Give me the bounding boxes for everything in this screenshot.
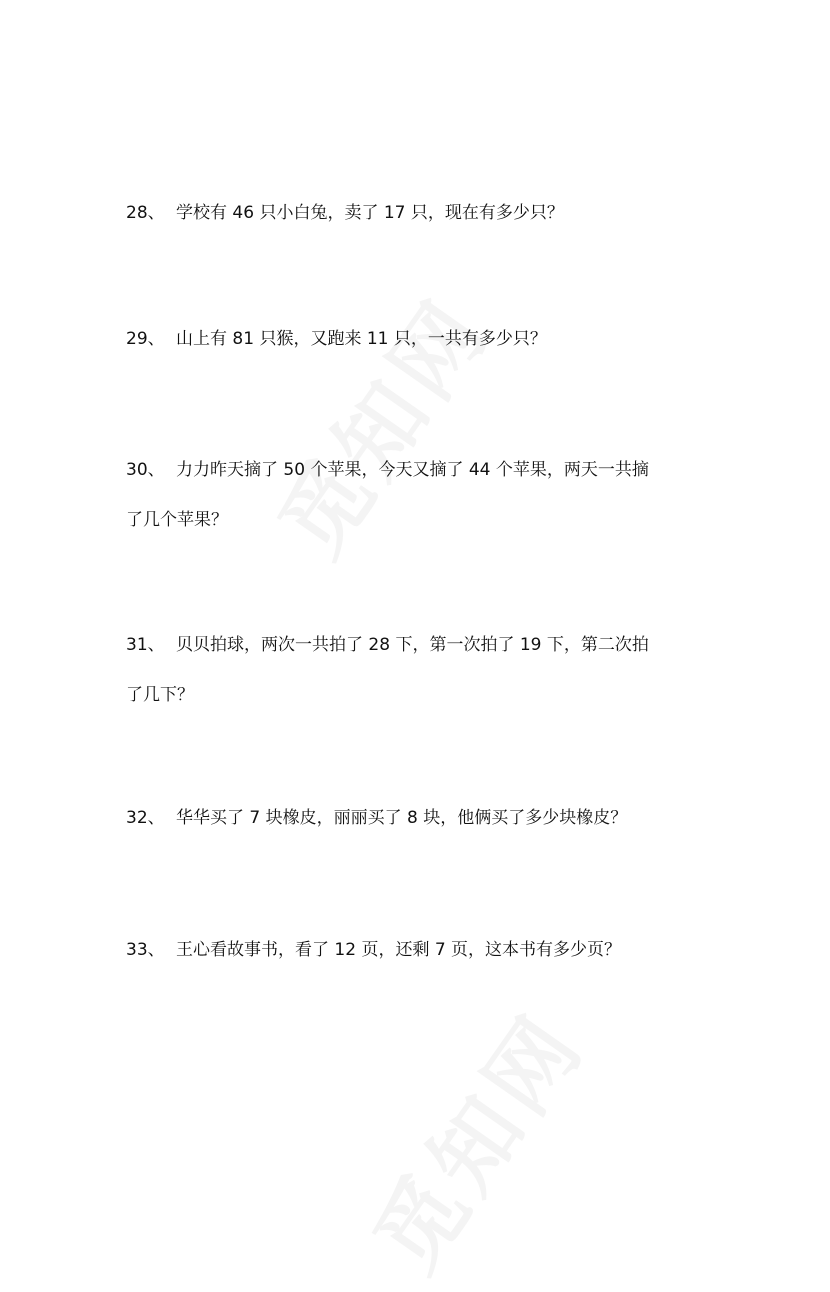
question-text: 王心看故事书，看了 12 页，还剩 7 页，这本书有多少页？ <box>176 940 622 960</box>
question-number: 29、 <box>126 329 165 349</box>
question-text: 山上有 81 只猴，又跑来 11 只，一共有多少只？ <box>176 329 547 349</box>
question-31 <box>126 620 726 720</box>
question-32 <box>126 793 726 843</box>
question-30 <box>126 445 726 545</box>
question-text: 学校有 46 只小白兔，卖了 17 只，现在有多少只？ <box>176 203 564 223</box>
question-text: 力力昨天摘了 50 个苹果，今天又摘了 44 个苹果，两天一共摘 <box>176 460 649 480</box>
question-33 <box>126 925 726 975</box>
question-number: 32、 <box>126 808 165 828</box>
question-number: 28、 <box>126 203 165 223</box>
question-text-continued: 了几下？ <box>126 685 194 705</box>
question-text-continued: 了几个苹果？ <box>126 510 228 530</box>
question-29 <box>126 314 726 364</box>
question-text: 贝贝拍球，两次一共拍了 28 下，第一次拍了 19 下，第二次拍 <box>176 635 649 655</box>
question-number: 31、 <box>126 635 165 655</box>
question-number: 33、 <box>126 940 165 960</box>
question-28 <box>126 188 726 238</box>
question-number: 30、 <box>126 460 165 480</box>
watermark-logo <box>340 984 608 1292</box>
question-text: 华华买了 7 块橡皮，丽丽买了 8 块，他俩买了多少块橡皮？ <box>176 808 628 828</box>
